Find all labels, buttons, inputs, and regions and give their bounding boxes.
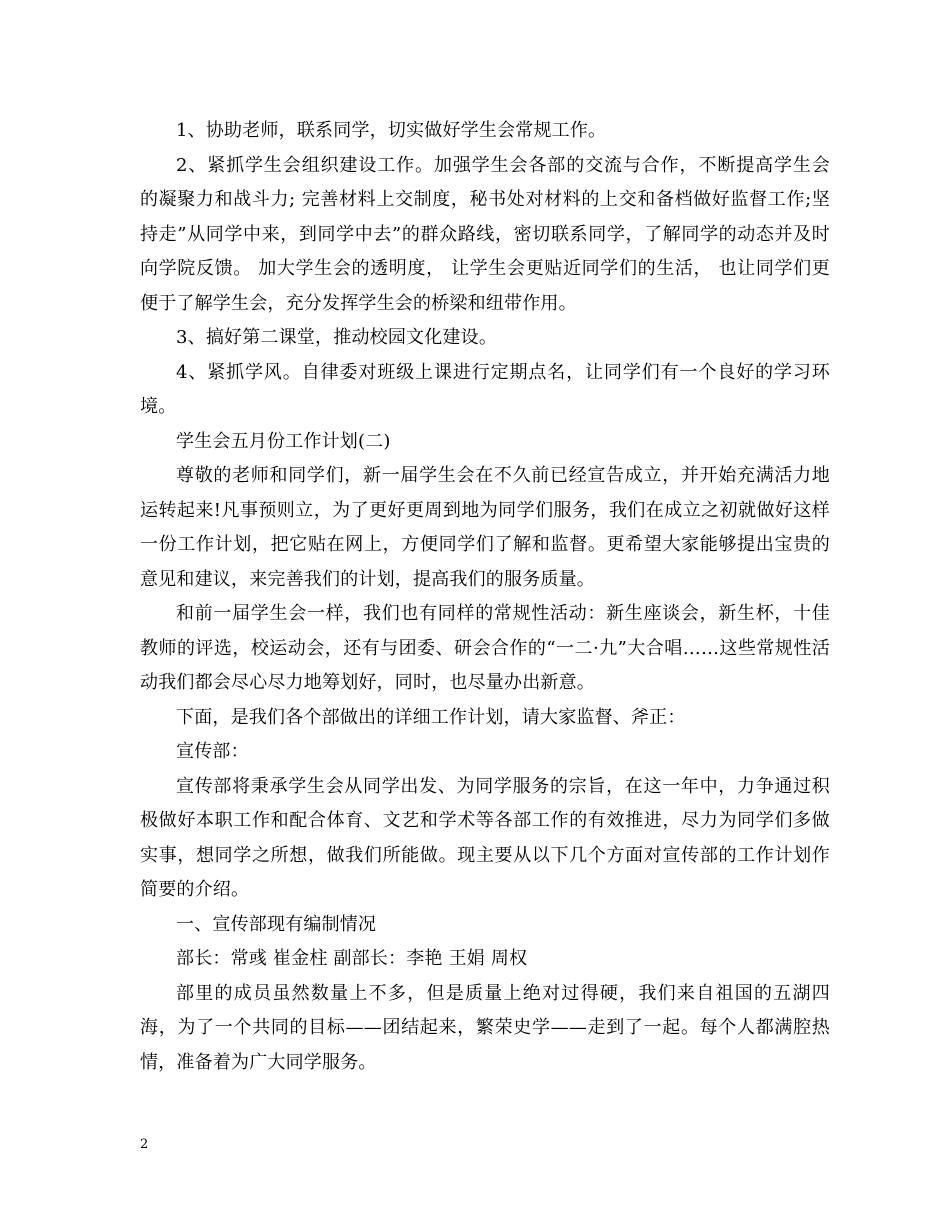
paragraph-item-4: 4、紧抓学风。自律委对班级上课进行定期点名，让同学们有一个良好的学习环境。 (140, 361, 830, 417)
paragraph-item-3: 3、搞好第二课堂，推动校园文化建设。 (176, 327, 498, 348)
publicity-department-heading: 宣传部： (176, 741, 249, 762)
section-heading-plan-two: 学生会五月份工作计划(二) (176, 430, 391, 452)
intro-paragraph: 尊敬的老师和同学们，新一届学生会在不久前已经宣告成立，并开始充满活力地运转起来!凡事预则立，为了更好更周到地为同学们服务，我们在成立之初就做好这样一份工作计划，把它贴在网上，方便同学们了解和监督。更希望大家能够提出宝贵的意见和建议，来完善我们的计划，提高我们的服务质量。 (140, 465, 830, 590)
page-number: 2 (140, 1137, 149, 1152)
paragraph-item-2: 2、紧抓学生会组织建设工作。加强学生会各部的交流与合作，不断提高学生会 的凝聚力和战斗力; 完善材料上交制度，秘书处对材料的上交和备档做好监督工作;坚持走”从同学中来，到同学中去”的群众路线，密切联系同学，了解同学的动态并及时向学院反馈。 加大学生会的透明度， 让学生会更贴近同学们的生活， 也让同学们更便于了解学生会，充分发挥学生会的桥梁和纽带作用。 (140, 154, 830, 314)
members-paragraph: 部里的成员虽然数量上不多，但是质量上绝对过得硬，我们来自祖国的五湖四海，为了一个共同的目标——团结起来，繁荣史学——走到了一起。每个人都满腔热情，准备着为广大同学服务。 (140, 982, 830, 1073)
department-leaders: 部长：常彧 崔金柱 副部长：李艳 王娟 周权 (176, 948, 528, 969)
staffing-heading: 一、宣传部现有编制情况 (176, 913, 377, 935)
regular-activities-paragraph: 和前一届学生会一样，我们也有同样的常规性活动：新生座谈会，新生杯，十佳教师的评选，校运动会，还有与团委、研会合作的“一二·九”大合唱……这些常规性活动我们都会尽心尽力地筹划好，同时，也尽量办出新意。 (140, 603, 830, 693)
department-plans-intro: 下面，是我们各个部做出的详细工作计划，请大家监督、斧正： (176, 706, 686, 728)
paragraph-item-1: 1、协助老师，联系同学，切实做好学生会常规工作。 (176, 120, 607, 141)
document-body (140, 114, 830, 1080)
publicity-department-paragraph: 宣传部将秉承学生会从同学出发、为同学服务的宗旨，在这一年中，力争通过积极做好本职工作和配合体育、文艺和学术等各部工作的有效推进，尽力为同学们多做实事，想同学之所想，做我们所能做。现主要从以下几个方面对宣传部的工作计划作简要的介绍。 (140, 775, 830, 900)
